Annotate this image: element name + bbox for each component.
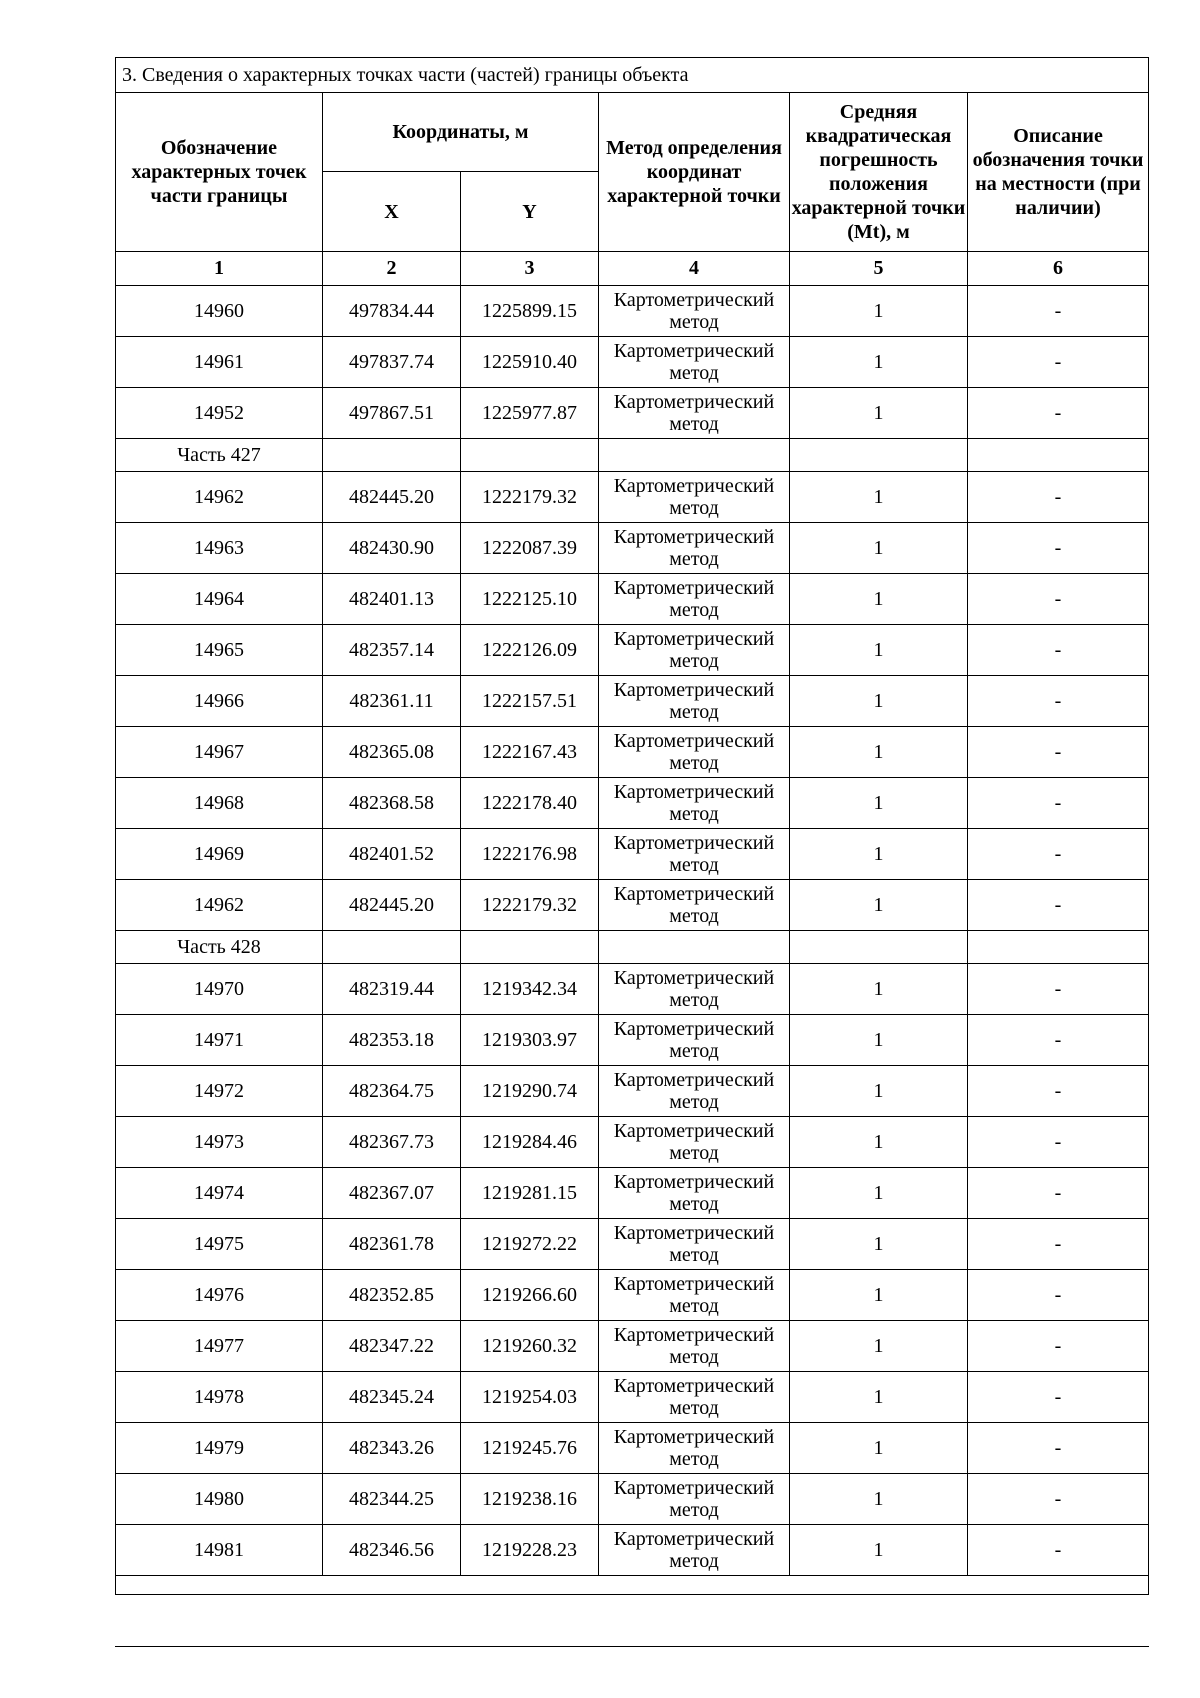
y-coordinate-cell: 1219284.46 <box>461 1117 599 1168</box>
column-number: 1 <box>116 252 323 286</box>
point-id-cell: 14976 <box>116 1270 323 1321</box>
method-cell: Картометрический метод <box>599 829 790 880</box>
point-id-cell: 14965 <box>116 625 323 676</box>
table-row <box>116 964 1149 1015</box>
method-cell: Картометрический метод <box>599 1066 790 1117</box>
empty-cell <box>323 931 461 964</box>
y-coordinate-cell: 1219254.03 <box>461 1372 599 1423</box>
table-row <box>116 337 1149 388</box>
empty-cell <box>599 931 790 964</box>
y-coordinate-cell: 1219260.32 <box>461 1321 599 1372</box>
table-row <box>116 1270 1149 1321</box>
y-coordinate-cell: 1222087.39 <box>461 523 599 574</box>
mt-cell: 1 <box>790 964 968 1015</box>
part-header-row <box>116 439 1149 472</box>
y-coordinate-cell: 1219266.60 <box>461 1270 599 1321</box>
x-coordinate-cell: 497837.74 <box>323 337 461 388</box>
y-coordinate-cell: 1222126.09 <box>461 625 599 676</box>
mt-cell: 1 <box>790 1168 968 1219</box>
point-id-cell: 14978 <box>116 1372 323 1423</box>
description-cell: - <box>968 1474 1149 1525</box>
table-row <box>116 286 1149 337</box>
empty-cell <box>323 439 461 472</box>
x-coordinate-cell: 482347.22 <box>323 1321 461 1372</box>
method-cell: Картометрический метод <box>599 1321 790 1372</box>
description-cell: - <box>968 1270 1149 1321</box>
document-page <box>115 57 1148 1595</box>
footer-divider <box>115 1646 1149 1647</box>
table-row <box>116 1168 1149 1219</box>
point-id-cell: 14972 <box>116 1066 323 1117</box>
description-cell: - <box>968 1525 1149 1576</box>
x-coordinate-cell: 497834.44 <box>323 286 461 337</box>
part-header-row <box>116 931 1149 964</box>
header-x: X <box>323 172 461 252</box>
y-coordinate-cell: 1222157.51 <box>461 676 599 727</box>
header-coordinates: Координаты, м <box>323 93 599 172</box>
mt-cell: 1 <box>790 1525 968 1576</box>
mt-cell: 1 <box>790 574 968 625</box>
x-coordinate-cell: 482319.44 <box>323 964 461 1015</box>
mt-cell: 1 <box>790 1321 968 1372</box>
column-number: 4 <box>599 252 790 286</box>
y-coordinate-cell: 1219272.22 <box>461 1219 599 1270</box>
x-coordinate-cell: 482368.58 <box>323 778 461 829</box>
table-row <box>116 625 1149 676</box>
mt-cell: 1 <box>790 829 968 880</box>
description-cell: - <box>968 829 1149 880</box>
description-cell: - <box>968 676 1149 727</box>
x-coordinate-cell: 482365.08 <box>323 727 461 778</box>
mt-cell: 1 <box>790 1219 968 1270</box>
point-id-cell: 14973 <box>116 1117 323 1168</box>
mt-cell: 1 <box>790 1066 968 1117</box>
column-number: 6 <box>968 252 1149 286</box>
description-cell: - <box>968 1168 1149 1219</box>
point-id-cell: 14979 <box>116 1423 323 1474</box>
table-row <box>116 676 1149 727</box>
y-coordinate-cell: 1219342.34 <box>461 964 599 1015</box>
column-number: 3 <box>461 252 599 286</box>
point-id-cell: 14981 <box>116 1525 323 1576</box>
method-cell: Картометрический метод <box>599 880 790 931</box>
x-coordinate-cell: 482346.56 <box>323 1525 461 1576</box>
table-row <box>116 388 1149 439</box>
empty-cell <box>968 439 1149 472</box>
point-id-cell: 14962 <box>116 880 323 931</box>
description-cell: - <box>968 1372 1149 1423</box>
empty-cell <box>968 931 1149 964</box>
method-cell: Картометрический метод <box>599 964 790 1015</box>
point-id-cell: 14969 <box>116 829 323 880</box>
mt-cell: 1 <box>790 286 968 337</box>
method-cell: Картометрический метод <box>599 337 790 388</box>
x-coordinate-cell: 482353.18 <box>323 1015 461 1066</box>
table-row <box>116 574 1149 625</box>
mt-cell: 1 <box>790 1372 968 1423</box>
boundary-points-table <box>115 57 1149 1595</box>
table-row <box>116 1423 1149 1474</box>
description-cell: - <box>968 727 1149 778</box>
x-coordinate-cell: 497867.51 <box>323 388 461 439</box>
x-coordinate-cell: 482430.90 <box>323 523 461 574</box>
y-coordinate-cell: 1225977.87 <box>461 388 599 439</box>
header-error: Средняя квадратическая погрешность положения характерной точки (Mt), м <box>790 93 968 252</box>
header-y: Y <box>461 172 599 252</box>
method-cell: Картометрический метод <box>599 1423 790 1474</box>
description-cell: - <box>968 625 1149 676</box>
point-id-cell: 14952 <box>116 388 323 439</box>
mt-cell: 1 <box>790 676 968 727</box>
x-coordinate-cell: 482445.20 <box>323 472 461 523</box>
description-cell: - <box>968 472 1149 523</box>
y-coordinate-cell: 1222178.40 <box>461 778 599 829</box>
x-coordinate-cell: 482367.73 <box>323 1117 461 1168</box>
column-number: 5 <box>790 252 968 286</box>
point-id-cell: 14961 <box>116 337 323 388</box>
x-coordinate-cell: 482401.52 <box>323 829 461 880</box>
mt-cell: 1 <box>790 625 968 676</box>
description-cell: - <box>968 1321 1149 1372</box>
description-cell: - <box>968 964 1149 1015</box>
mt-cell: 1 <box>790 1117 968 1168</box>
empty-cell <box>599 439 790 472</box>
empty-cell <box>790 931 968 964</box>
mt-cell: 1 <box>790 880 968 931</box>
table-row <box>116 1219 1149 1270</box>
section-title: 3. Сведения о характерных точках части (частей) границы объекта <box>116 58 1149 93</box>
method-cell: Картометрический метод <box>599 727 790 778</box>
method-cell: Картометрический метод <box>599 1015 790 1066</box>
description-cell: - <box>968 778 1149 829</box>
x-coordinate-cell: 482361.11 <box>323 676 461 727</box>
point-id-cell: 14964 <box>116 574 323 625</box>
table-row <box>116 829 1149 880</box>
description-cell: - <box>968 880 1149 931</box>
method-cell: Картометрический метод <box>599 388 790 439</box>
mt-cell: 1 <box>790 1270 968 1321</box>
empty-cell <box>461 931 599 964</box>
description-cell: - <box>968 286 1149 337</box>
table-row <box>116 880 1149 931</box>
part-label: Часть 427 <box>116 439 323 472</box>
mt-cell: 1 <box>790 472 968 523</box>
table-row <box>116 1066 1149 1117</box>
table-row <box>116 472 1149 523</box>
y-coordinate-cell: 1219245.76 <box>461 1423 599 1474</box>
point-id-cell: 14974 <box>116 1168 323 1219</box>
point-id-cell: 14980 <box>116 1474 323 1525</box>
description-cell: - <box>968 574 1149 625</box>
table-row <box>116 727 1149 778</box>
description-cell: - <box>968 1219 1149 1270</box>
empty-cell <box>790 439 968 472</box>
section-title-row <box>116 58 1149 93</box>
method-cell: Картометрический метод <box>599 1372 790 1423</box>
method-cell: Картометрический метод <box>599 778 790 829</box>
x-coordinate-cell: 482367.07 <box>323 1168 461 1219</box>
x-coordinate-cell: 482357.14 <box>323 625 461 676</box>
table-row <box>116 1015 1149 1066</box>
empty-cell <box>116 1576 1149 1595</box>
trailing-empty-row <box>116 1576 1149 1595</box>
y-coordinate-cell: 1219238.16 <box>461 1474 599 1525</box>
x-coordinate-cell: 482344.25 <box>323 1474 461 1525</box>
column-numbers-row <box>116 252 1149 286</box>
method-cell: Картометрический метод <box>599 625 790 676</box>
method-cell: Картометрический метод <box>599 1474 790 1525</box>
mt-cell: 1 <box>790 727 968 778</box>
part-label: Часть 428 <box>116 931 323 964</box>
table-row <box>116 1372 1149 1423</box>
header-designation: Обозначение характерных точек части границы <box>116 93 323 252</box>
y-coordinate-cell: 1222179.32 <box>461 880 599 931</box>
point-id-cell: 14960 <box>116 286 323 337</box>
table-row <box>116 778 1149 829</box>
point-id-cell: 14968 <box>116 778 323 829</box>
mt-cell: 1 <box>790 1015 968 1066</box>
header-row-1 <box>116 93 1149 172</box>
table-row <box>116 523 1149 574</box>
y-coordinate-cell: 1219281.15 <box>461 1168 599 1219</box>
y-coordinate-cell: 1225910.40 <box>461 337 599 388</box>
y-coordinate-cell: 1219290.74 <box>461 1066 599 1117</box>
point-id-cell: 14962 <box>116 472 323 523</box>
mt-cell: 1 <box>790 337 968 388</box>
method-cell: Картометрический метод <box>599 1219 790 1270</box>
y-coordinate-cell: 1225899.15 <box>461 286 599 337</box>
point-id-cell: 14975 <box>116 1219 323 1270</box>
method-cell: Картометрический метод <box>599 676 790 727</box>
mt-cell: 1 <box>790 523 968 574</box>
x-coordinate-cell: 482445.20 <box>323 880 461 931</box>
method-cell: Картометрический метод <box>599 1525 790 1576</box>
x-coordinate-cell: 482345.24 <box>323 1372 461 1423</box>
y-coordinate-cell: 1222179.32 <box>461 472 599 523</box>
description-cell: - <box>968 1117 1149 1168</box>
method-cell: Картометрический метод <box>599 574 790 625</box>
table-row <box>116 1321 1149 1372</box>
description-cell: - <box>968 337 1149 388</box>
method-cell: Картометрический метод <box>599 1168 790 1219</box>
column-number: 2 <box>323 252 461 286</box>
point-id-cell: 14966 <box>116 676 323 727</box>
y-coordinate-cell: 1219303.97 <box>461 1015 599 1066</box>
mt-cell: 1 <box>790 1423 968 1474</box>
y-coordinate-cell: 1222125.10 <box>461 574 599 625</box>
description-cell: - <box>968 1423 1149 1474</box>
table-row <box>116 1117 1149 1168</box>
method-cell: Картометрический метод <box>599 472 790 523</box>
point-id-cell: 14970 <box>116 964 323 1015</box>
point-id-cell: 14971 <box>116 1015 323 1066</box>
point-id-cell: 14977 <box>116 1321 323 1372</box>
x-coordinate-cell: 482361.78 <box>323 1219 461 1270</box>
x-coordinate-cell: 482364.75 <box>323 1066 461 1117</box>
x-coordinate-cell: 482352.85 <box>323 1270 461 1321</box>
description-cell: - <box>968 1066 1149 1117</box>
mt-cell: 1 <box>790 388 968 439</box>
point-id-cell: 14967 <box>116 727 323 778</box>
table-row <box>116 1474 1149 1525</box>
header-method: Метод определения координат характерной точки <box>599 93 790 252</box>
method-cell: Картометрический метод <box>599 1270 790 1321</box>
y-coordinate-cell: 1222176.98 <box>461 829 599 880</box>
description-cell: - <box>968 1015 1149 1066</box>
x-coordinate-cell: 482343.26 <box>323 1423 461 1474</box>
empty-cell <box>461 439 599 472</box>
y-coordinate-cell: 1222167.43 <box>461 727 599 778</box>
mt-cell: 1 <box>790 778 968 829</box>
point-id-cell: 14963 <box>116 523 323 574</box>
table-row <box>116 1525 1149 1576</box>
method-cell: Картометрический метод <box>599 286 790 337</box>
description-cell: - <box>968 388 1149 439</box>
method-cell: Картометрический метод <box>599 523 790 574</box>
y-coordinate-cell: 1219228.23 <box>461 1525 599 1576</box>
header-description: Описание обозначения точки на местности (при наличии) <box>968 93 1149 252</box>
x-coordinate-cell: 482401.13 <box>323 574 461 625</box>
description-cell: - <box>968 523 1149 574</box>
mt-cell: 1 <box>790 1474 968 1525</box>
method-cell: Картометрический метод <box>599 1117 790 1168</box>
